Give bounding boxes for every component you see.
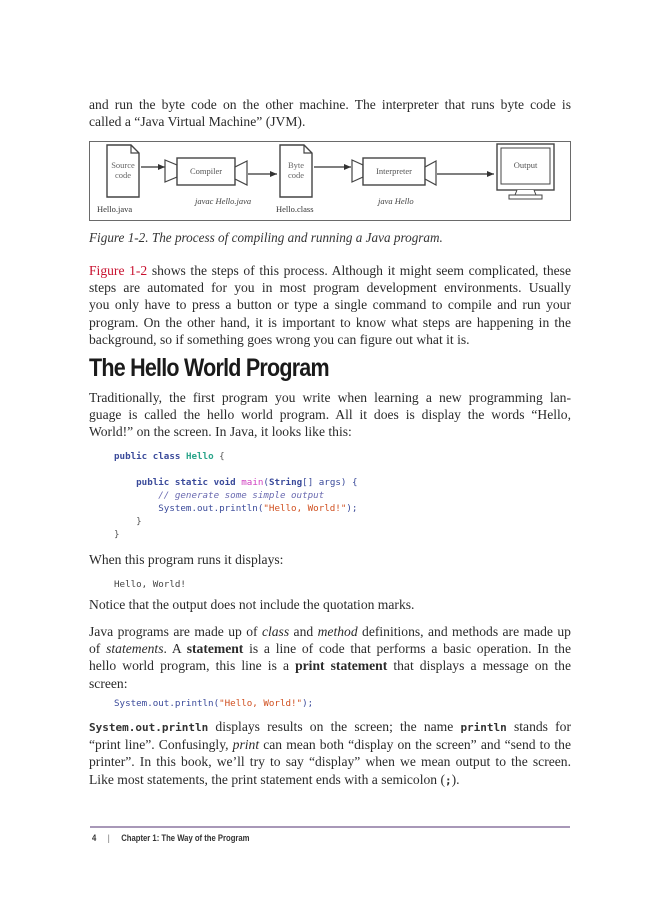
text-line: and run the byte code on the other machine. The interpreter that runs byte code is [89,97,571,112]
code-params: [] args) { [302,477,358,488]
label-line: code [287,170,305,180]
inline-code: println [460,721,507,734]
text-line [89,262,571,279]
label-line: Byte [287,160,305,170]
text-span: Like most statements, the print statement ends with a semicolon ( [89,771,446,787]
code-string: "Hello, World!" [263,503,347,514]
code-comment: // generate some simple output [158,490,325,501]
paragraph-process [89,262,571,348]
interpreter-command: java Hello [378,196,414,206]
inline-code: System.out.println [89,721,209,734]
text-span: Java programs are made up of [89,624,262,639]
page-footer [92,832,250,843]
text-span: . A [163,641,187,657]
code-punct: } [136,516,142,527]
inline-code: ; [445,773,452,787]
label-line: Source [111,160,135,170]
code-punct: ); [302,698,314,709]
text-line: printer”. In this book, we’ll try to say “display” when we mean output to the screen. [89,754,571,770]
term-statement: statement [186,641,244,657]
term-class: class [261,624,290,639]
bytecode-label [280,160,312,180]
text-line [89,771,571,789]
text-span: of [89,641,107,657]
text-span: can mean both “display on the screen” and “send to the [259,737,571,753]
compiler-label: Compiler [189,166,223,176]
text-span: definitions, and methods are made up [357,624,571,639]
text-span: that displays a message on the [387,658,571,674]
interpreter-label: Interpreter [376,166,412,176]
text-line: background, so if something goes wrong you can figure out what it is. [89,331,470,347]
text-line: steps are automated for you in most program development environments. Usually [89,280,571,296]
code-punct: } [114,529,120,540]
code-call: System.out.println( [158,503,264,514]
code-block-println [114,697,313,710]
text-line: Traditionally, the first program you write when learning a new programming lan- [89,390,571,405]
output-label: Output [513,160,538,170]
code-block-hello [114,450,357,541]
footer-separator: | [107,832,110,843]
text-line: called a “Java Virtual Machine” (JVM). [89,114,306,130]
text-line [89,718,571,736]
code-keyword: public static void [136,477,236,488]
text-line: guage is called the hello world program. All it does is display the words “Hello, [89,407,571,423]
code-punct: { [213,451,225,462]
term-statements: statements [106,641,164,657]
text-span: stands for [506,719,571,734]
intro-paragraph [89,96,571,130]
source-filename: Hello.java [97,204,133,214]
code-punct: ); [346,503,358,514]
code-function-name: main [241,477,264,488]
code-type: String [268,477,303,488]
figure-link[interactable]: Figure 1-2 [89,263,148,278]
chapter-title: Chapter 1: The Way of the Program [121,832,250,843]
label-line: code [114,170,132,180]
program-output: Hello, World! [114,579,186,590]
text-span: “print line”. Confusingly, [89,737,233,753]
text-span: shows the steps of this process. Although it might seem complicated, these [147,263,571,278]
compiler-command: javac Hello.java [195,196,252,206]
footer-rule [90,826,570,828]
figure-caption: Figure 1-2. The process of compiling and running a Java program. [89,230,443,245]
paragraph-traditionally [89,389,571,441]
text-line [89,623,571,640]
text-line: When this program runs it displays: [89,552,284,567]
term-method: method [317,624,358,639]
bytecode-filename: Hello.class [276,204,314,214]
figure-1-2-diagram [89,141,571,221]
text-line [89,736,571,753]
term-print: print [232,737,260,753]
term-print-statement: print statement [295,658,388,674]
text-span: hello world program, this line is a [89,658,296,674]
code-class-name: Hello [185,451,214,462]
text-line: program. On the other hand, it is important to know what steps are happening in the [89,314,571,330]
text-line [89,640,571,657]
code-keyword: public class [114,451,181,462]
paragraph-println [89,718,571,789]
paragraph-java-programs [89,623,571,692]
text-line: you only have to press a button or type a single command to compile and run your [89,297,571,313]
code-block-output [114,578,186,591]
text-span: displays results on the screen; the name [208,719,461,734]
code-call: System.out.println( [114,698,220,709]
text-line [89,657,571,674]
code-punct: ( [263,477,269,488]
section-heading: The Hello World Program [89,354,329,382]
paragraph-notice [89,596,571,613]
text-line: World!” on the screen. In Java, it looks like this: [89,424,352,440]
page-number: 4 [92,832,97,843]
text-span: ). [451,771,460,787]
code-string: "Hello, World!" [219,698,303,709]
monitor-icon [497,144,554,199]
source-code-label [107,160,139,180]
paragraph-when-runs [89,551,571,568]
text-span: is a line of code that performs a basic operation. In the [243,641,571,657]
text-line: screen: [89,675,128,691]
text-line: Notice that the output does not include the quotation marks. [89,597,415,612]
text-span: and [289,624,318,639]
